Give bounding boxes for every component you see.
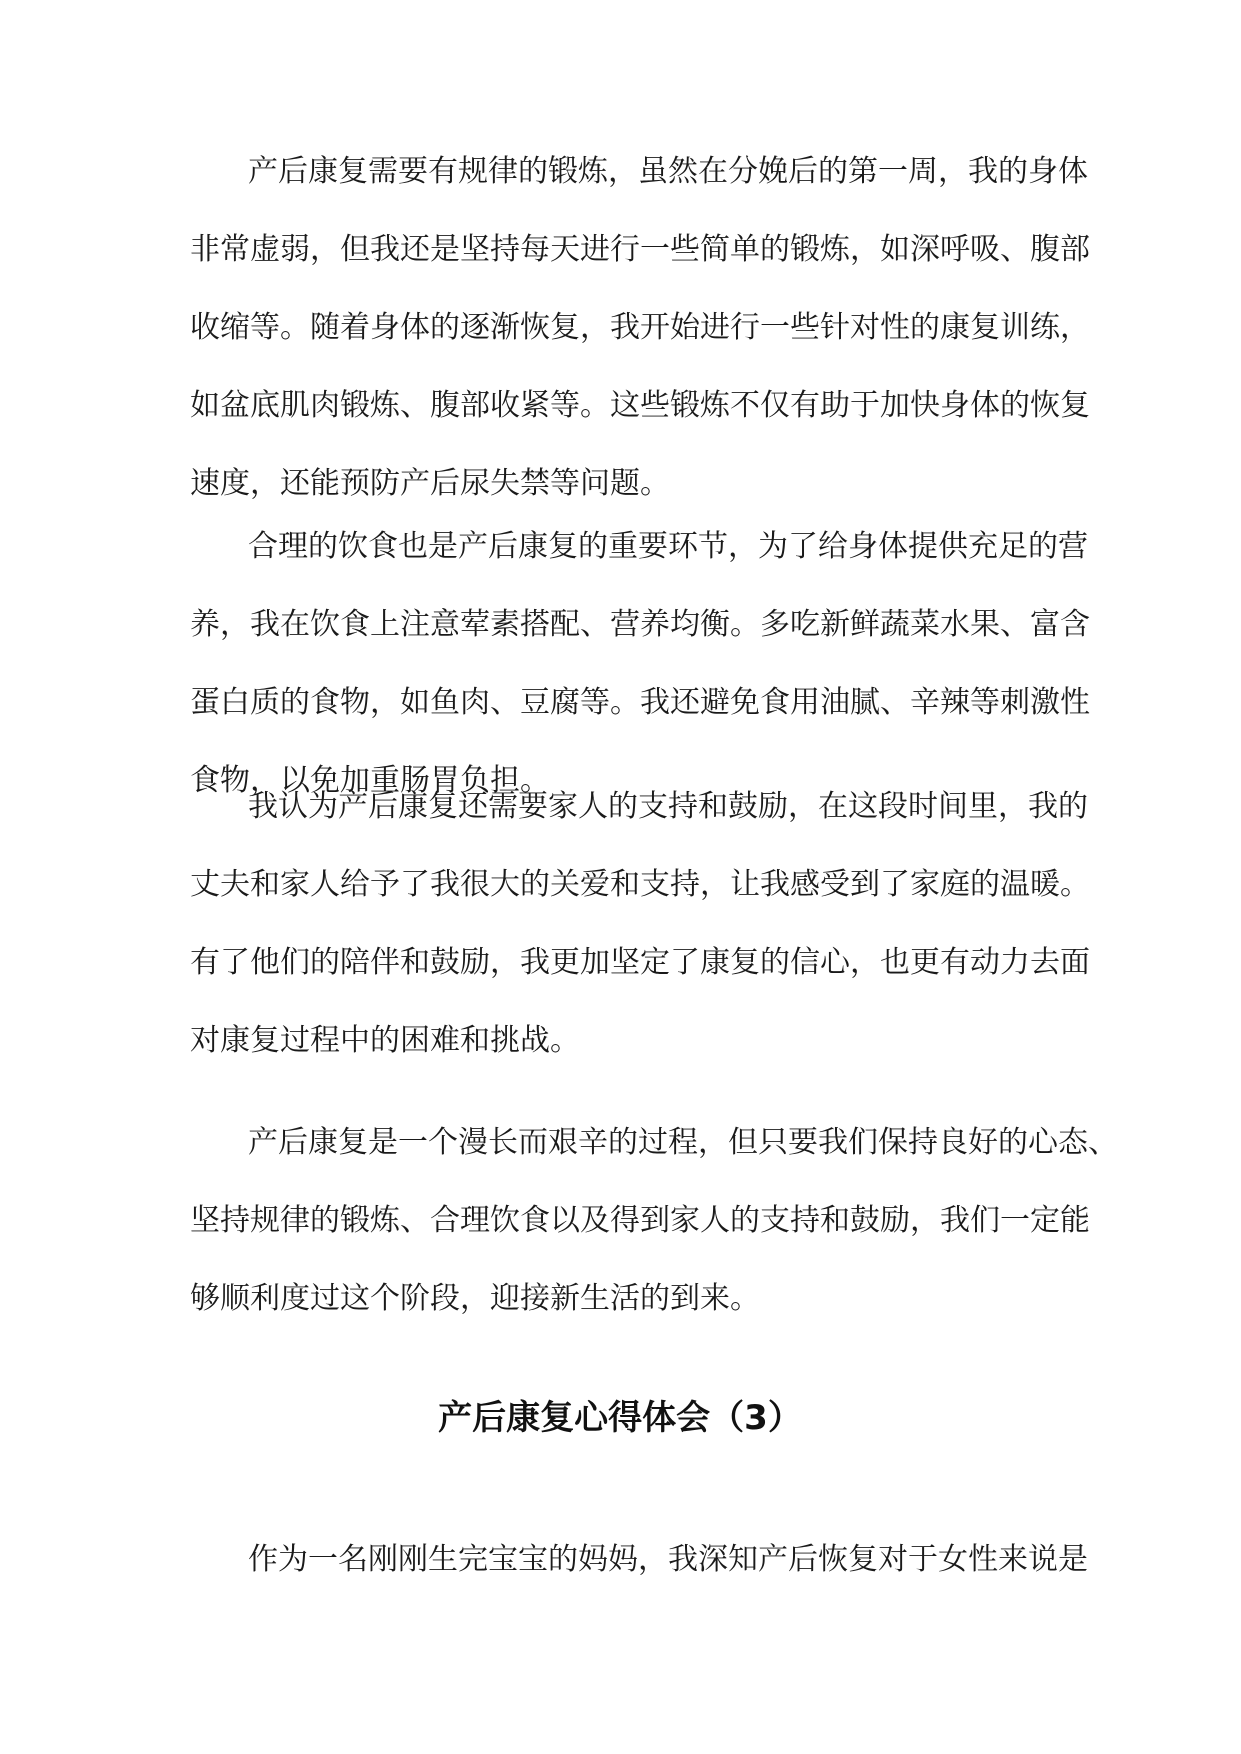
text-line: 速度，还能预防产后尿失禁等问题。 <box>190 466 670 501</box>
text-line: 对康复过程中的困难和挑战。 <box>190 1023 580 1058</box>
text-line: 产后康复需要有规律的锻炼，虽然在分娩后的第一周，我的身体 <box>248 154 1088 189</box>
text-line: 蛋白质的食物，如鱼肉、豆腐等。我还避免食用油腻、辛辣等刺激性 <box>190 685 1090 720</box>
text-line: 作为一名刚刚生完宝宝的妈妈，我深知产后恢复对于女性来说是 <box>248 1542 1088 1577</box>
text-line: 合理的饮食也是产后康复的重要环节，为了给身体提供充足的营 <box>248 529 1088 564</box>
section-heading: 产后康复心得体会（3） <box>438 1398 802 1438</box>
text-line: 如盆底肌肉锻炼、腹部收紧等。这些锻炼不仅有助于加快身体的恢复 <box>190 388 1090 423</box>
text-line: 产后康复是一个漫长而艰辛的过程，但只要我们保持良好的心态、 <box>248 1125 1118 1160</box>
text-line: 非常虚弱，但我还是坚持每天进行一些简单的锻炼，如深呼吸、腹部 <box>190 232 1090 267</box>
paragraph-exercise <box>190 133 1090 523</box>
text-line: 收缩等。随着身体的逐渐恢复，我开始进行一些针对性的康复训练， <box>190 310 1090 345</box>
text-line: 够顺利度过这个阶段，迎接新生活的到来。 <box>190 1281 760 1316</box>
text-line: 养，我在饮食上注意荤素搭配、营养均衡。多吃新鲜蔬菜水果、富含 <box>190 607 1090 642</box>
paragraph-conclusion <box>190 1104 1118 1338</box>
paragraph-introduction <box>190 1521 1088 1599</box>
text-line: 坚持规律的锻炼、合理饮食以及得到家人的支持和鼓励，我们一定能 <box>190 1203 1090 1238</box>
text-line: 有了他们的陪伴和鼓励，我更加坚定了康复的信心，也更有动力去面 <box>190 945 1090 980</box>
text-line: 食物，以免加重肠胃负担。 <box>190 763 550 798</box>
paragraph-family-support <box>190 768 1090 1080</box>
text-line: 我认为产后康复还需要家人的支持和鼓励，在这段时间里，我的 <box>248 789 1088 824</box>
text-line: 丈夫和家人给予了我很大的关爱和支持，让我感受到了家庭的温暖。 <box>190 867 1090 902</box>
